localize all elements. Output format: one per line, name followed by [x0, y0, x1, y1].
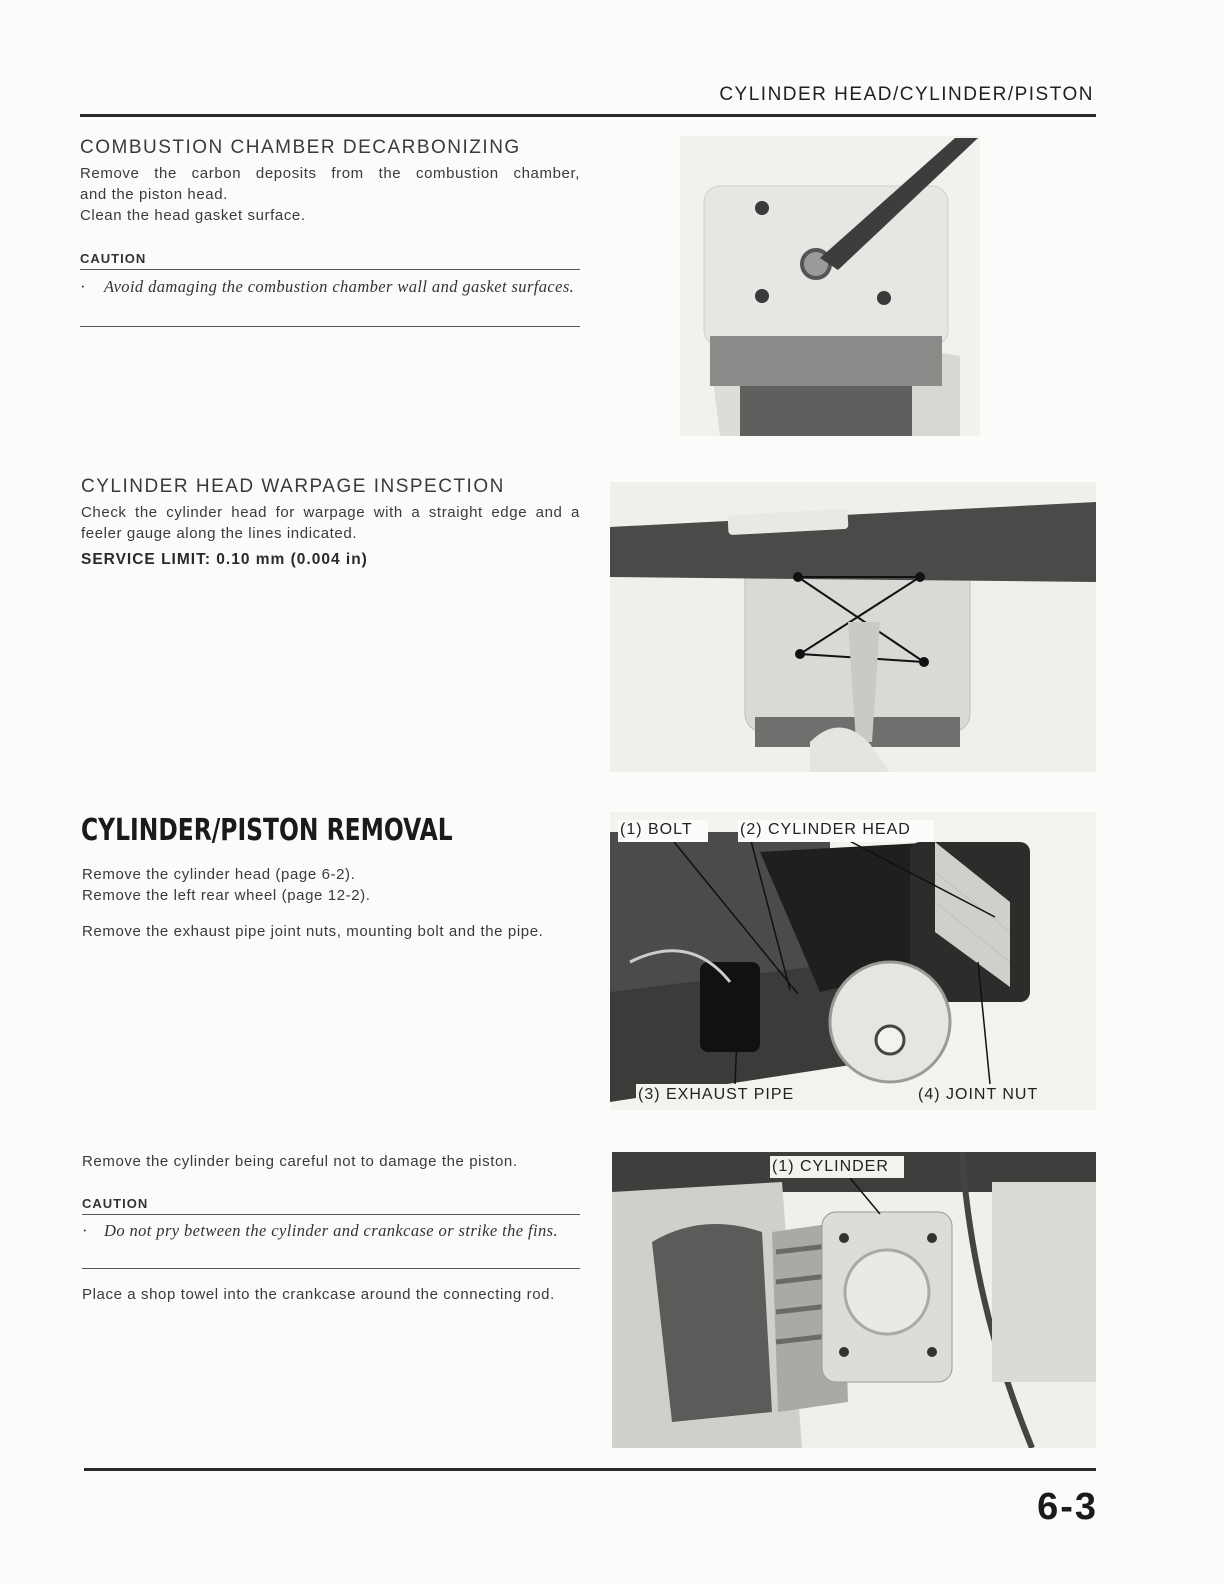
photo-cylinder-removal — [612, 1152, 1096, 1448]
section-title-cylinder-piston-removal: CYLINDER/PISTON REMOVAL — [81, 813, 453, 848]
label-bolt: (1) BOLT — [620, 821, 693, 838]
bullet-icon: · — [82, 1221, 88, 1240]
removal-line-1: Remove the cylinder head (page 6-2). — [82, 866, 356, 883]
decarbonizing-text — [80, 163, 580, 226]
caution-box-2 — [82, 1220, 580, 1241]
section-title-warpage: CYLINDER HEAD WARPAGE INSPECTION — [81, 476, 505, 497]
label-cylinder-head: (2) CYLINDER HEAD — [740, 821, 911, 838]
removal-line-2: Remove the left rear wheel (page 12-2). — [82, 887, 371, 904]
decarbonizing-line-2: and the piston head. — [80, 186, 228, 203]
caution-rule-bottom-1 — [80, 326, 580, 327]
removal-text — [82, 864, 580, 906]
section-title-decarbonizing: COMBUSTION CHAMBER DECARBONIZING — [80, 137, 521, 158]
photo-combustion-chamber — [680, 136, 980, 436]
caution-rule-top-1 — [80, 269, 580, 270]
cylinder-removal-illustration — [612, 1152, 1096, 1448]
footer-rule — [84, 1468, 1096, 1471]
service-limit: SERVICE LIMIT: 0.10 mm (0.004 in) — [81, 551, 368, 568]
running-header: CYLINDER HEAD/CYLINDER/PISTON — [719, 84, 1094, 105]
remove-cylinder-text: Remove the cylinder being careful not to damage the piston. — [82, 1153, 518, 1170]
combustion-chamber-illustration — [680, 136, 980, 436]
caution-box-1 — [80, 276, 580, 297]
caution-text-1: Avoid damaging the combustion chamber wall and gasket surfaces. — [104, 277, 575, 296]
caution-label-1: CAUTION — [80, 251, 147, 266]
header-rule — [80, 114, 1096, 117]
exhaust-pipe-illustration — [610, 812, 1096, 1110]
shop-towel-text: Place a shop towel into the crankcase around the connecting rod. — [82, 1286, 555, 1303]
exhaust-pipe-text: Remove the exhaust pipe joint nuts, mounting bolt and the pipe. — [82, 923, 544, 940]
caution-rule-bottom-2 — [82, 1268, 580, 1269]
warpage-illustration — [610, 482, 1096, 772]
warpage-text: Check the cylinder head for warpage with a straight edge and a feeler gauge along the lines indicated. — [81, 504, 580, 542]
photo-exhaust-pipe-removal — [610, 812, 1096, 1110]
label-joint-nut: (4) JOINT NUT — [918, 1086, 1039, 1103]
decarbonizing-line-3: Clean the head gasket surface. — [80, 207, 306, 224]
caution-label-2: CAUTION — [82, 1196, 149, 1211]
label-cylinder: (1) CYLINDER — [772, 1158, 889, 1175]
page-number: 6-3 — [1037, 1486, 1098, 1528]
label-exhaust-pipe: (3) EXHAUST PIPE — [638, 1086, 795, 1103]
caution-text-2: Do not pry between the cylinder and crankcase or strike the fins. — [104, 1221, 558, 1240]
caution-rule-top-2 — [82, 1214, 580, 1215]
bullet-icon: · — [80, 277, 86, 296]
photo-warpage-inspection — [610, 482, 1096, 772]
decarbonizing-line-1: Remove the carbon deposits from the combustion chamber, — [80, 165, 580, 182]
